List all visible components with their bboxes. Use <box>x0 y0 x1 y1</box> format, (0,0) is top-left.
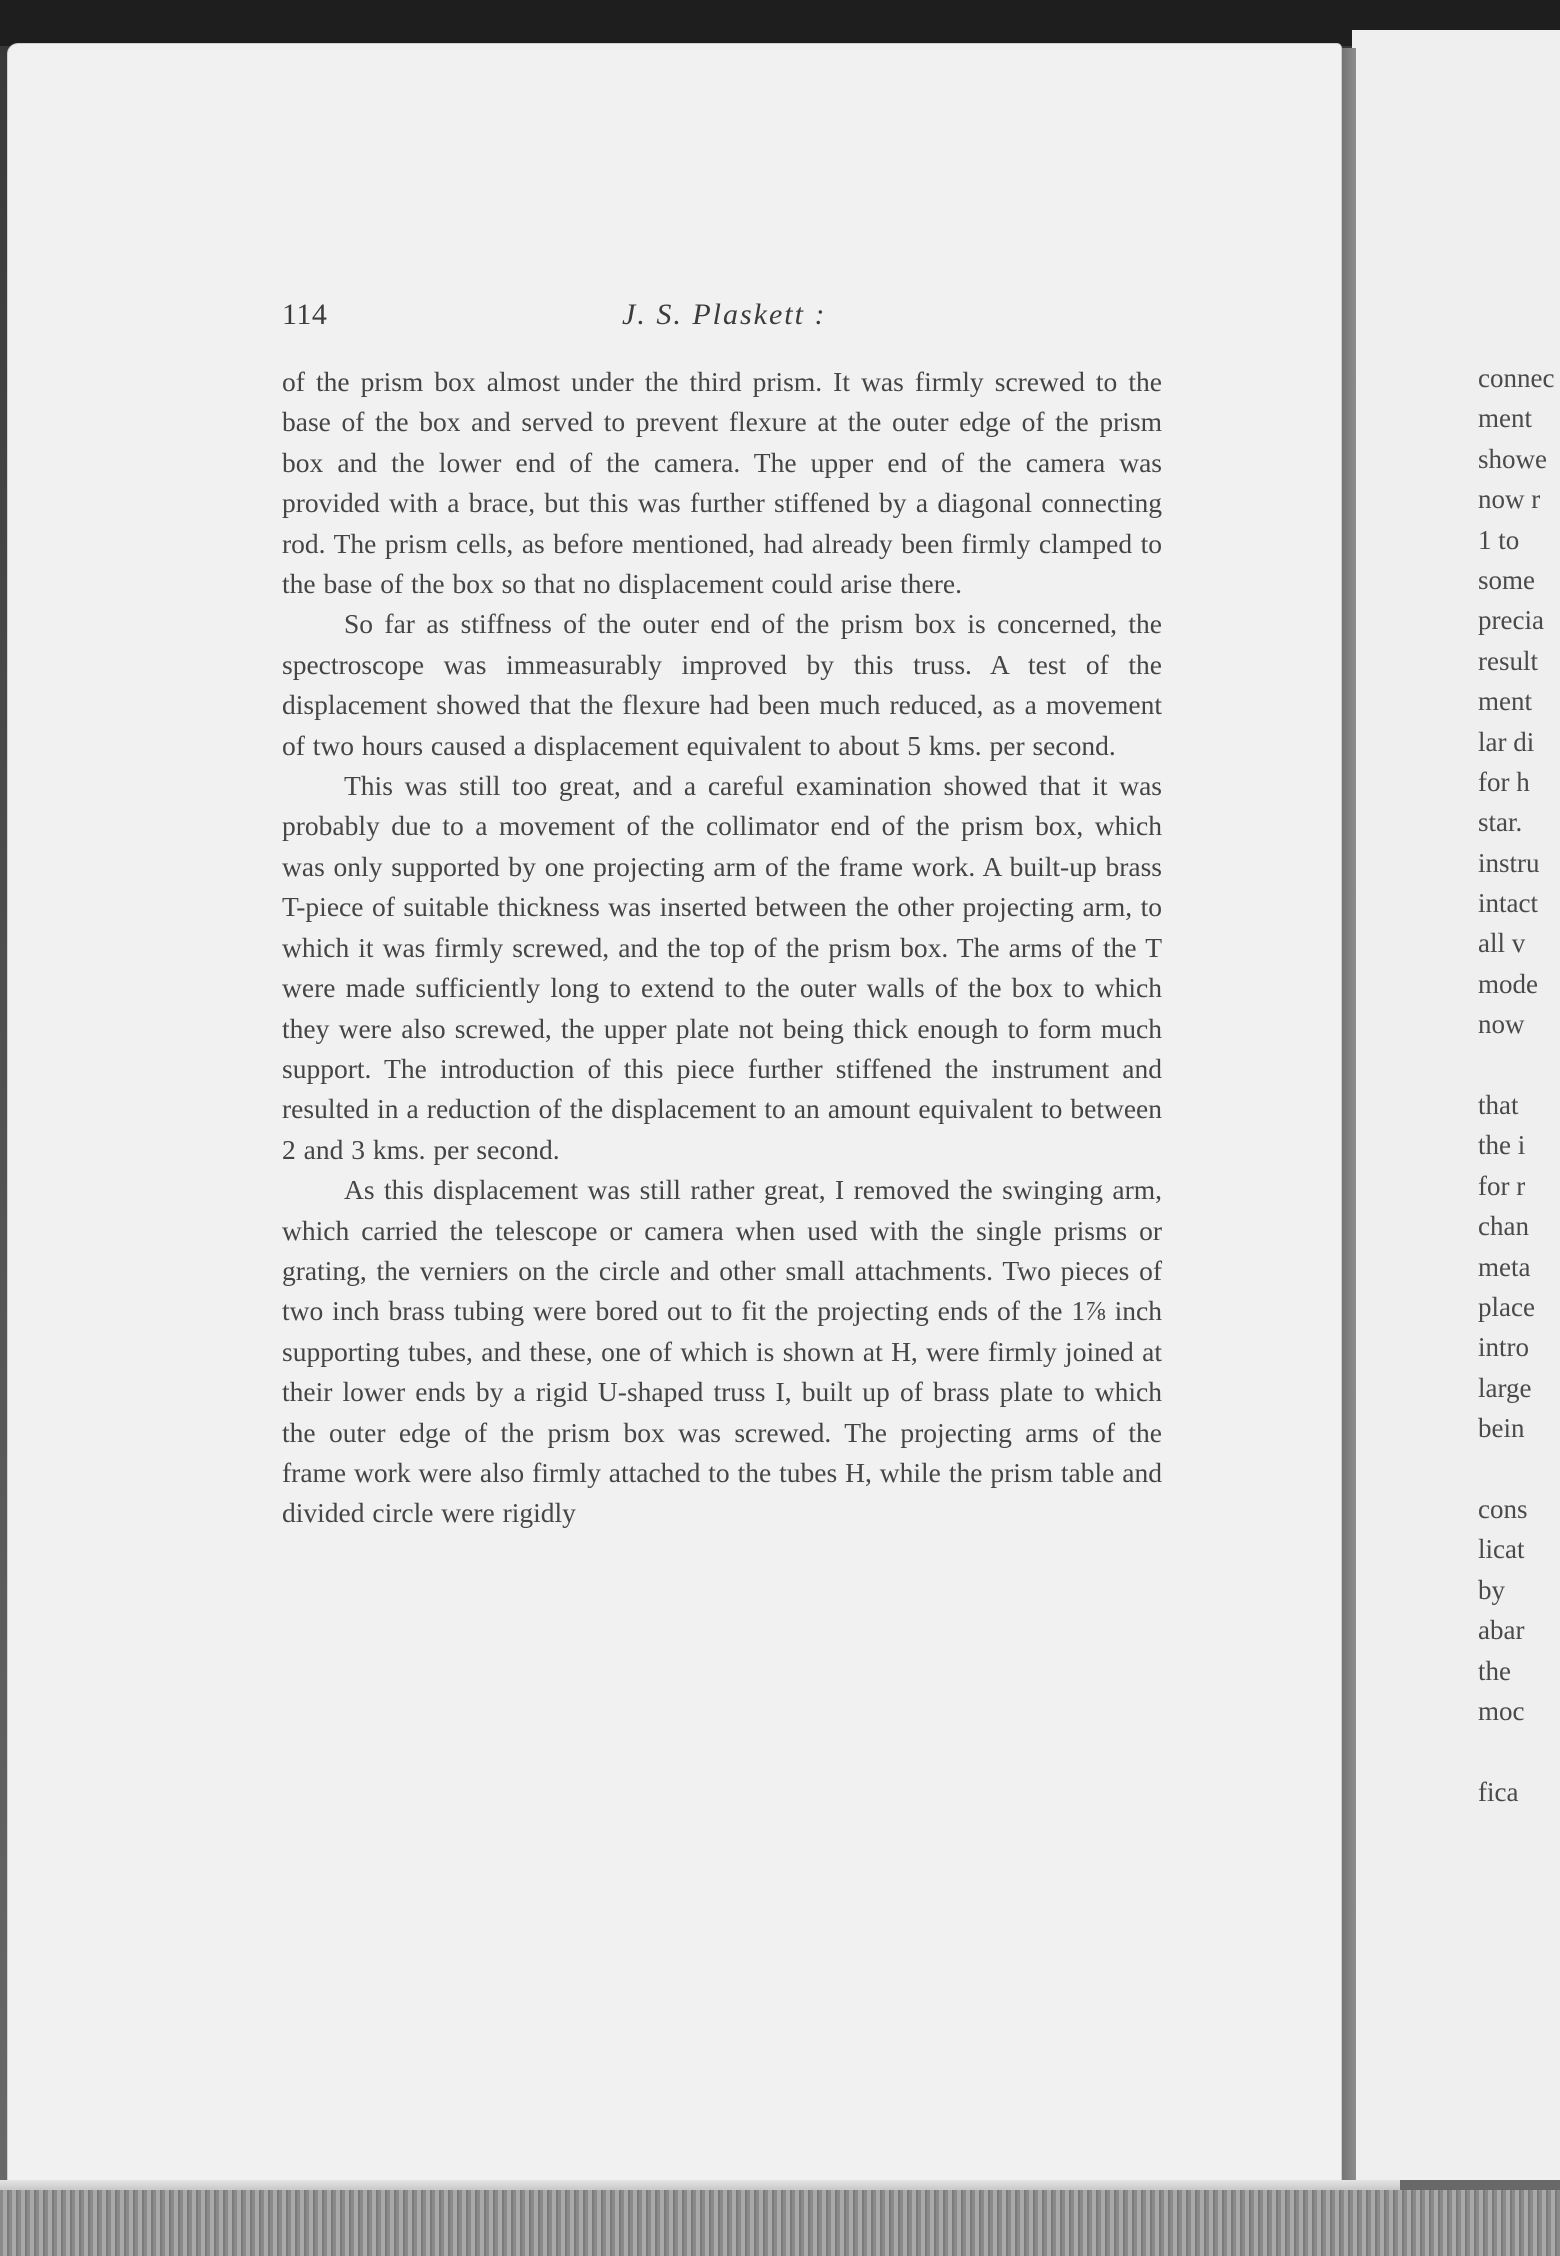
paragraph: So far as stiffness of the outer end of the prism box is concerned, the spectroscope was immeasurably improved by this truss. A test of the displacement showed that the flexure had been much reduced, as a movement of two hours caused a displacement equivalent to about 5 kms. per second. <box>282 608 1162 761</box>
facing-line: precia <box>1478 605 1544 636</box>
facing-line: showe <box>1478 443 1547 474</box>
facing-line: that <box>1478 1090 1519 1121</box>
facing-line: cons <box>1478 1493 1528 1524</box>
body-text <box>282 362 1162 1534</box>
facing-line: intact <box>1478 888 1538 919</box>
facing-line: ment <box>1478 686 1532 717</box>
facing-line: bein <box>1478 1413 1525 1444</box>
facing-line: ment <box>1478 403 1532 434</box>
page-number: 114 <box>282 298 328 331</box>
running-head: J. S. Plaskett : <box>622 298 827 331</box>
facing-line: meta <box>1478 1251 1531 1282</box>
facing-line: instru <box>1478 847 1540 878</box>
facing-line: lar di <box>1478 726 1535 757</box>
facing-line: intro <box>1478 1332 1529 1363</box>
facing-line: some <box>1478 564 1535 595</box>
facing-line: 1 to <box>1478 524 1520 555</box>
facing-line: moc <box>1478 1695 1525 1726</box>
facing-line: for r <box>1478 1170 1526 1201</box>
facing-line: licat <box>1478 1534 1525 1565</box>
facing-line: place <box>1478 1291 1535 1322</box>
facing-line: large <box>1478 1372 1532 1403</box>
scan-top-edge <box>0 0 1560 46</box>
facing-line: star. <box>1478 807 1523 838</box>
facing-gap <box>1478 1045 1560 1085</box>
page-header <box>282 298 1162 342</box>
facing-line: mode <box>1478 968 1538 999</box>
facing-line: chan <box>1478 1211 1529 1242</box>
facing-line: the <box>1478 1655 1511 1686</box>
facing-line: now <box>1478 1009 1525 1040</box>
facing-line: connec <box>1478 363 1555 393</box>
facing-line: the i <box>1478 1130 1526 1161</box>
facing-line: fica <box>1478 1776 1519 1807</box>
paragraph: of the prism box almost under the third prism. It was firmly screwed to the base of the box and served to prevent flexure at the outer edge of the prism box and the lower end of the camera. The upper end of the camera was provided with a brace, but this was further stiffened by a diagonal connecting rod. The prism cells, as before mentioned, had already been firmly clamped to the base of the box so that no displacement could arise there. <box>282 366 1162 600</box>
facing-gap <box>1478 1449 1560 1489</box>
facing-line: result <box>1478 645 1538 676</box>
facing-line: all v <box>1478 928 1526 959</box>
facing-gap <box>1478 1731 1560 1771</box>
facing-line: for h <box>1478 766 1530 797</box>
facing-line: abar <box>1478 1615 1525 1646</box>
facing-line: by <box>1478 1574 1505 1605</box>
scan-bottom-strip <box>0 2190 1560 2256</box>
paragraph: This was still too great, and a careful examination showed that it was probably due to a movement of the collimator end of the prism box, which was only supported by one projecting arm of the frame work. A built-up brass T-piece of suitable thickness was inserted between the other projecting arm, to which it was firmly screwed, and the top of the prism box. The arms of the T were made sufficiently long to extend to the outer walls of the box to which they were also screwed, the upper plate not being thick enough to form much support. The introduction of this piece further stiffened the instrument and resulted in a reduction of the displacement to an amount equivalent to between 2 and 3 kms. per second. <box>282 770 1162 1165</box>
paragraph: As this displacement was still rather great, I removed the swinging arm, which carried the telescope or camera when used with the single prisms or grating, the verniers on the circle and other small attachments. Two pieces of two inch brass tubing were bored out to fit the projecting ends of the 1⅞ inch supporting tubes, and these, one of which is shown at H, were firmly joined at their lower ends by a rigid U-shaped truss I, built up of brass plate to which the outer edge of the prism box was screwed. The projecting arms of the frame work were also firmly attached to the tubes H, while the prism table and divided circle were rigidly <box>282 1174 1162 1529</box>
facing-page-text <box>1478 358 1560 1812</box>
facing-line: now r <box>1478 484 1541 515</box>
